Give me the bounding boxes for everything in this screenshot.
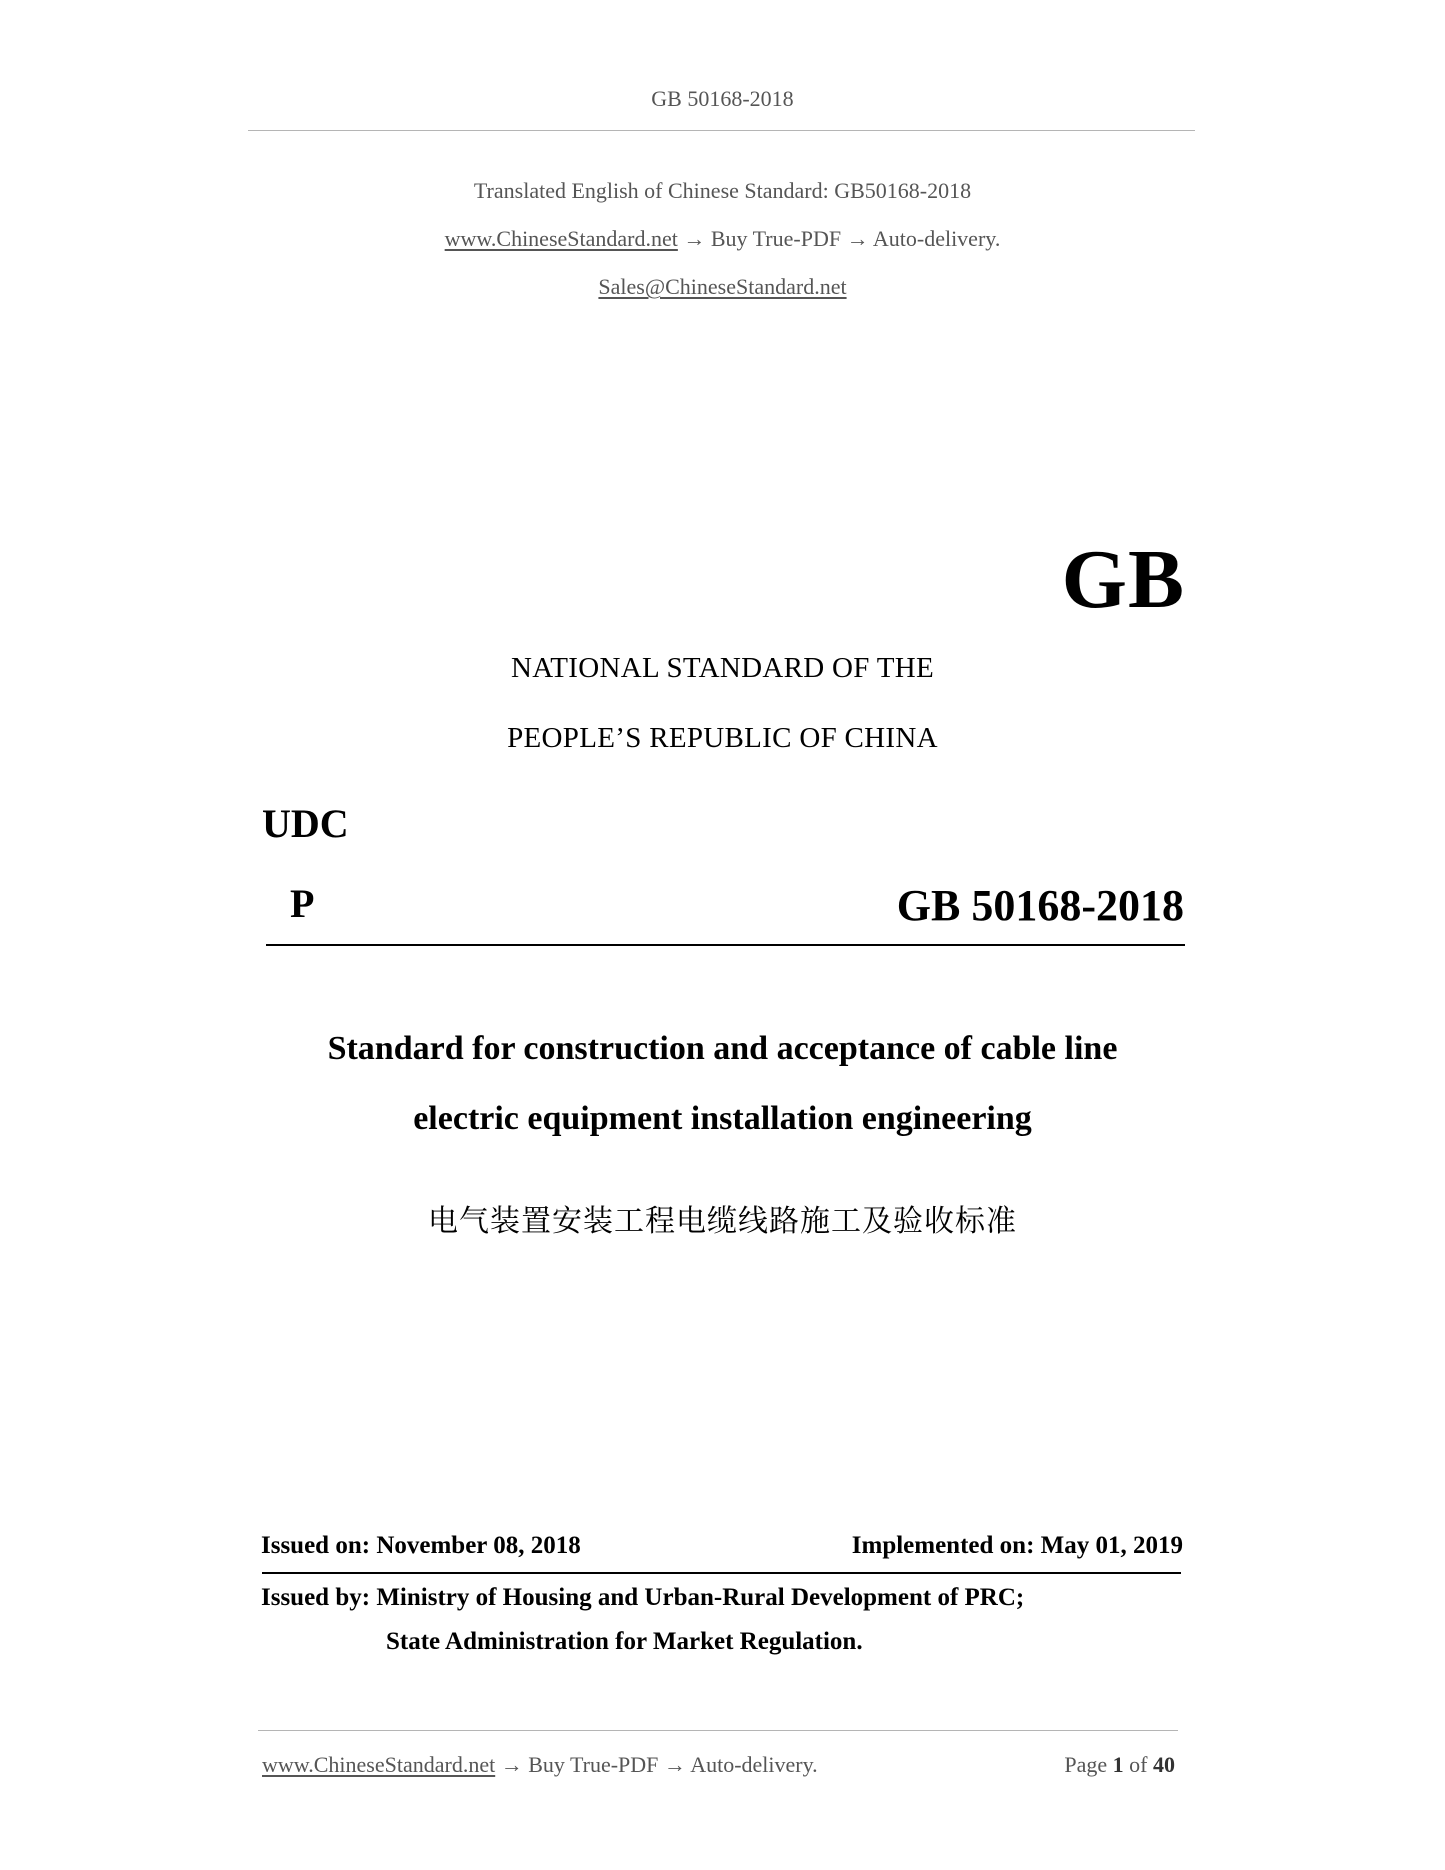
page-of: of: [1129, 1752, 1148, 1777]
footer-purchase-text: → Buy True-PDF → Auto-delivery.: [495, 1752, 818, 1777]
footer-site-link[interactable]: www.ChineseStandard.net: [262, 1752, 496, 1777]
implemented-on-date: Implemented on: May 01, 2019: [851, 1532, 1183, 1559]
udc-label: UDC: [262, 801, 349, 846]
national-standard-line1: NATIONAL STANDARD OF THE: [511, 652, 934, 684]
gb-logo: GB: [1061, 533, 1185, 626]
national-standard-line2: PEOPLE’S REPUBLIC OF CHINA: [507, 722, 938, 754]
code-divider: [266, 944, 1185, 946]
purchase-line-text: → Buy True-PDF → Auto-delivery.: [677, 226, 1001, 251]
page-current: 1: [1112, 1752, 1124, 1777]
page-indicator: [1064, 1752, 1175, 1778]
issue-divider: [262, 1572, 1181, 1574]
sales-email-link[interactable]: Sales@ChineseStandard.net: [598, 274, 847, 299]
header-divider: [248, 130, 1195, 131]
sales-email-line: [0, 274, 1445, 300]
issued-by-line1: Issued by: Ministry of Housing and Urban-Rural Development of PRC;: [261, 1584, 1025, 1611]
issued-on-date: Issued on: November 08, 2018: [261, 1532, 581, 1559]
site-link[interactable]: www.ChineseStandard.net: [444, 226, 678, 251]
purchase-line: [0, 226, 1445, 252]
document-title-line2: electric equipment installation engineering: [413, 1100, 1032, 1137]
footer-purchase-line: [262, 1752, 818, 1778]
chinese-title: 电气装置安装工程电缆线路施工及验收标准: [428, 1204, 1017, 1239]
issued-by-line2: State Administration for Market Regulation.: [386, 1628, 863, 1655]
page-total: 40: [1153, 1752, 1175, 1777]
page-label: Page: [1064, 1752, 1108, 1777]
running-header: GB 50168-2018: [651, 86, 794, 111]
standard-code: GB 50168-2018: [896, 881, 1184, 930]
classification-p: P: [290, 881, 315, 926]
footer-divider: [258, 1730, 1178, 1731]
translation-notice: Translated English of Chinese Standard: GB50168-2018: [473, 178, 972, 203]
document-title-line1: Standard for construction and acceptance of cable line: [327, 1030, 1118, 1067]
